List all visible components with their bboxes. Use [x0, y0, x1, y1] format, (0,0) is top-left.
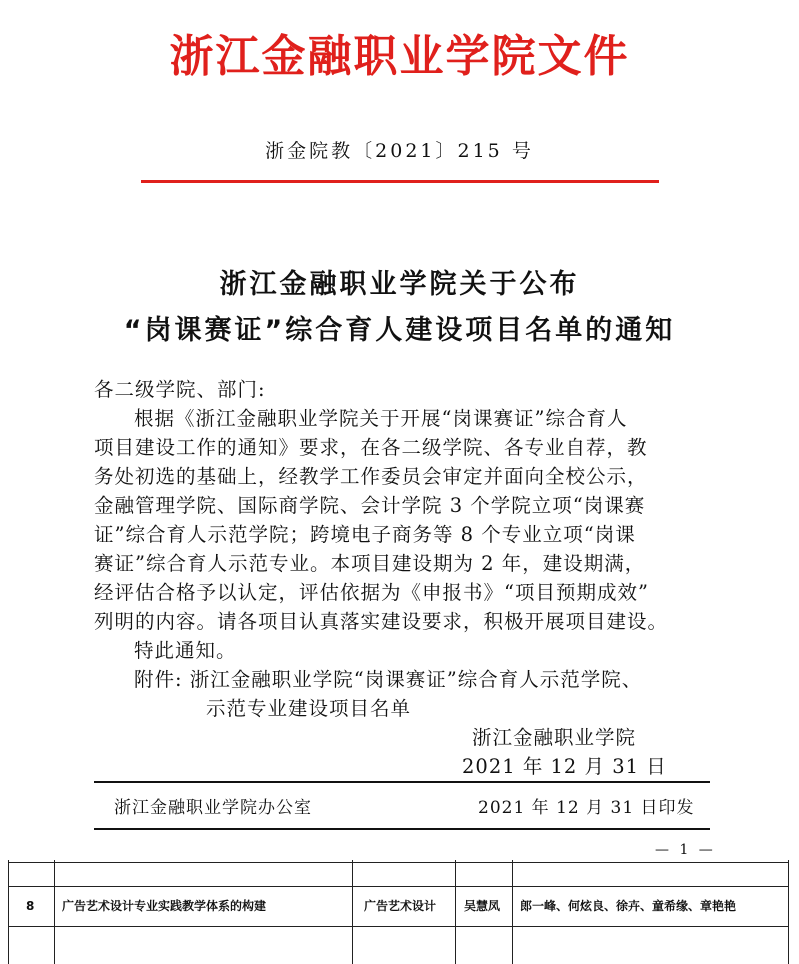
document-number: 浙金院教〔2021〕215 号 [265, 140, 534, 162]
table-border-line [8, 926, 788, 927]
table-cell-members: 郎一峰、何炫良、徐卉、童希缘、章艳艳 [520, 899, 737, 913]
table-cell-leader: 吴慧凤 [464, 899, 501, 913]
table-cell-index: 8 [26, 899, 35, 913]
notice-title-line-1: 浙江金融职业学院关于公布 [219, 269, 580, 300]
table-column-line [512, 860, 513, 964]
table-column-line [455, 860, 456, 964]
closing-line: 特此通知。 [134, 639, 237, 662]
issue-date: 2021 年 12 月 31 日印发 [478, 798, 695, 818]
attachment-table-fragment [0, 860, 799, 964]
table-column-line [8, 860, 9, 964]
document-header-title: 浙江金融职业学院文件 [169, 31, 630, 82]
page-number: — 1 — [655, 842, 716, 858]
salutation: 各二级学院、部门: [94, 378, 266, 401]
red-separator-line [141, 180, 659, 183]
footer-bottom-rule [94, 828, 710, 830]
paragraph-line: 赛证”综合育人示范专业。本项目建设期为 2 年，建设期满， [94, 552, 646, 575]
attachment-line-1: 附件: 浙江金融职业学院“岗课赛证”综合育人示范学院、 [134, 668, 643, 691]
table-column-line [788, 860, 789, 964]
paragraph-line: 证”综合育人示范学院；跨境电子商务等 8 个专业立项“岗课 [94, 523, 636, 546]
paragraph-line: 经评估合格予以认定，评估依据为《申报书》“项目预期成效” [94, 581, 649, 604]
notice-title-line-2: “岗课赛证”综合育人建设项目名单的通知 [123, 315, 676, 346]
attachment-line-2: 示范专业建设项目名单 [206, 697, 412, 720]
table-cell-project: 广告艺术设计专业实践教学体系的构建 [62, 899, 267, 913]
table-border-line [8, 886, 788, 887]
signature-organization: 浙江金融职业学院 [472, 726, 637, 749]
issuing-office: 浙江金融职业学院办公室 [114, 798, 312, 818]
footer-top-rule [94, 781, 710, 783]
paragraph-line: 列明的内容。请各项目认真落实建设要求，积极开展项目建设。 [94, 610, 669, 633]
signature-date: 2021 年 12 月 31 日 [462, 755, 667, 778]
table-cell-major: 广告艺术设计 [364, 899, 437, 913]
table-column-line [352, 860, 353, 964]
table-column-line [54, 860, 55, 964]
paragraph-line: 金融管理学院、国际商学院、会计学院 3 个学院立项“岗课赛 [94, 494, 646, 517]
table-border-line [8, 862, 788, 863]
paragraph-line: 务处初选的基础上，经教学工作委员会审定并面向全校公示， [94, 465, 648, 488]
paragraph-line: 项目建设工作的通知》要求，在各二级学院、各专业自荐，教 [94, 436, 648, 459]
paragraph-line: 根据《浙江金融职业学院关于开展“岗课赛证”综合育人 [134, 407, 628, 430]
